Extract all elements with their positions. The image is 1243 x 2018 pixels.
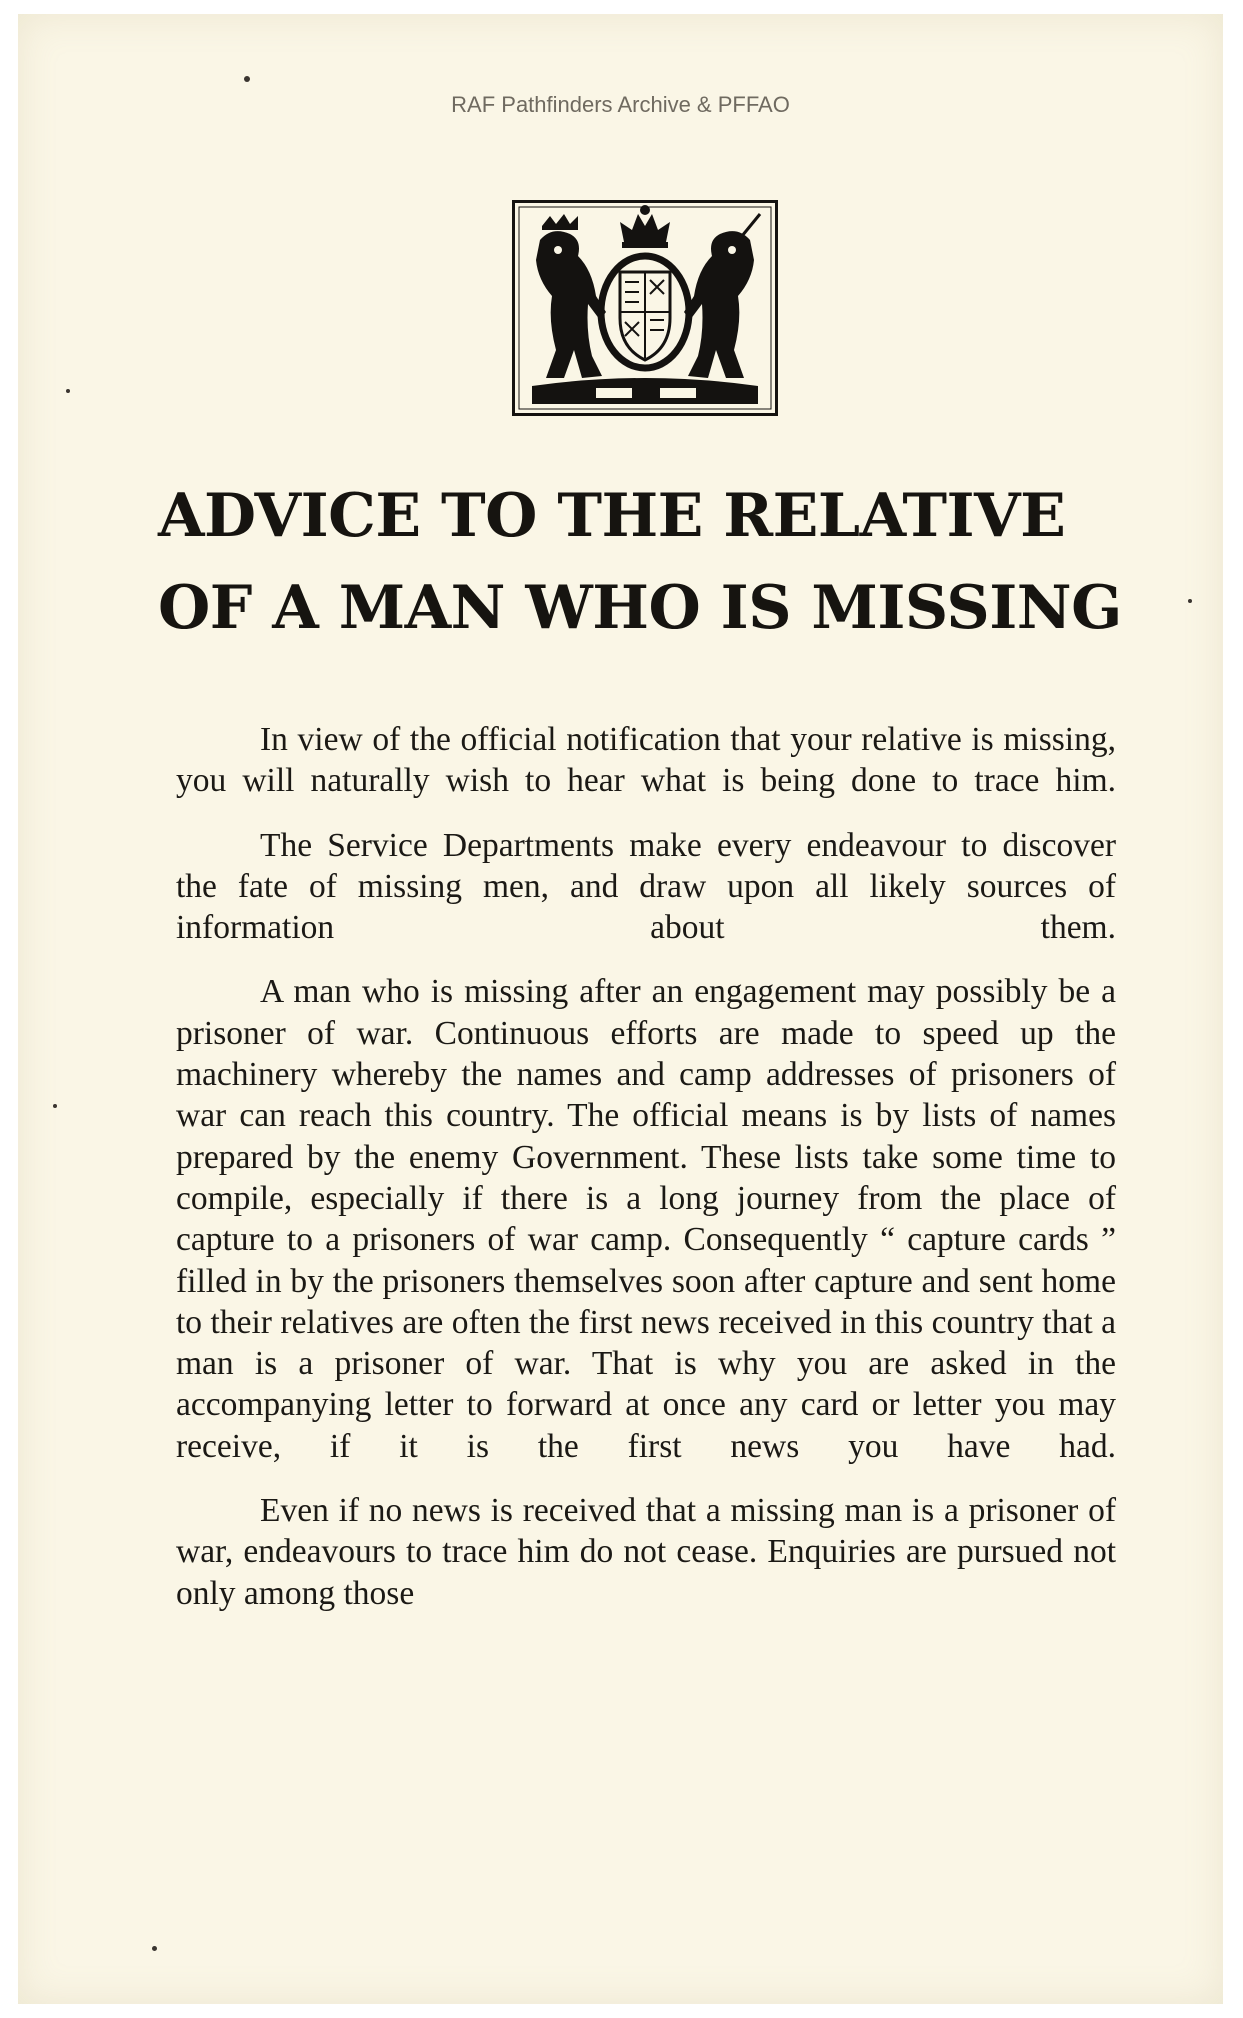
document-title [158, 470, 1122, 654]
paper-speck [66, 389, 70, 393]
paragraph: A man who is missing after an engagement may possibly be a prisoner of war. Continuous efforts are made to speed up the machinery whereby the names and camp addresses of prisoners of war can reach this country. The official means is by lists of names prepared by the enemy Government. These lists take some time to compile, especially if there is a long journey from the place of capture to a prisoners of war camp. Consequently “ capture cards ” filled in by the prisoners themselves soon after capture and sent home to their relatives are often the first news received in this country that a man is a prisoner of war. That is why you are asked in the accompanying letter to forward at once any card or letter you may receive, if it is the first news you have had. [176, 973, 1116, 1465]
paper-speck [244, 76, 250, 82]
archive-watermark: RAF Pathfinders Archive & PFFAO [451, 92, 790, 117]
royal-coat-of-arms-icon [512, 200, 778, 416]
document-body [176, 719, 1116, 1637]
paper-speck [1188, 599, 1192, 603]
document-page [18, 14, 1223, 2004]
paper-speck [53, 1104, 57, 1108]
title-line-1: ADVICE TO THE RELATIVE [158, 481, 1066, 551]
paper-speck [152, 1946, 157, 1951]
paragraph: In view of the official notification that your relative is missing, you will naturally wish to hear what is being done to trace him. [176, 721, 1116, 800]
paragraph: The Service Departments make every endeavour to discover the fate of missing men, and draw upon all likely sources of information about them. [176, 826, 1116, 947]
paragraph: Even if no news is received that a missing man is a prisoner of war, endeavours to trace him do not cease. Enquiries are pursued not only among those [176, 1492, 1116, 1612]
title-line-2: OF A MAN WHO IS MISSING [158, 573, 1122, 643]
